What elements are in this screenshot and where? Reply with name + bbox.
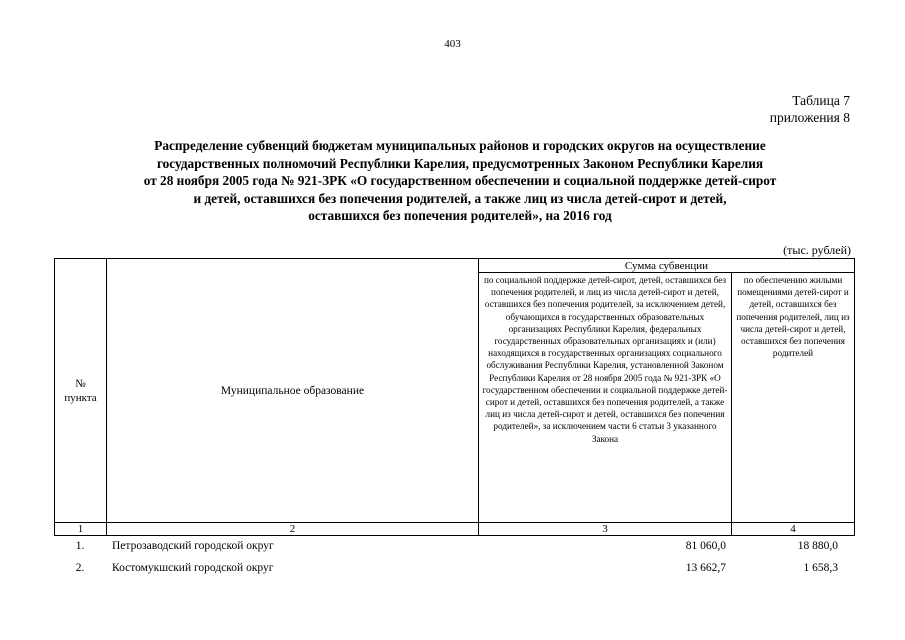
page-number: 403 xyxy=(444,38,461,50)
table-reference-line1: Таблица 7 xyxy=(792,93,850,108)
column-index: 3 xyxy=(479,523,732,536)
document-title xyxy=(100,137,820,225)
title-line: государственных полномочий Республики Карелия, предусмотренных Законом Республики Карелия xyxy=(156,155,764,171)
header-social-support: по социальной поддержке детей-сирот, детей, оставшихся без попечения родителей, и лиц из числа детей-сирот и детей, оставшихся без попечения родителей, за исключением детей, обучающихся в государственных образовательных организациях Республики Карелия, федеральных государственных образовательных организациях и (или) находящихся в государственных организациях социального обслуживания Республики Карелия, установленной Законом Республики Карелия от 28 ноября 2005 года № 921-ЗРК «О государственном обеспечении и социальной поддержке детей-сирот и детей, оставшихся без попечения родителей, а также лиц из числа детей-сирот и детей, оставшихся без попечения родителей», за исключением части 6 статьи 3 указанного Закона xyxy=(479,273,732,523)
table-body xyxy=(54,540,854,584)
municipality-name: Петрозаводский городской округ xyxy=(112,540,274,552)
row-number: 1. xyxy=(75,540,85,552)
header-item-number-line2: пункта xyxy=(64,391,97,404)
title-line: оставшихся без попечения родителей», на 2016 год xyxy=(308,208,612,223)
housing-amount: 18 880,0 xyxy=(797,540,838,552)
unit-note: (тыс. рублей) xyxy=(783,243,851,257)
table-reference xyxy=(770,92,850,126)
housing-amount: 1 658,3 xyxy=(803,562,838,574)
municipality-name: Костомукшский городской округ xyxy=(112,562,274,574)
row-number: 2. xyxy=(75,562,85,574)
header-subvention-sum: Сумма субвенции xyxy=(479,259,855,273)
title-line: и детей, оставшихся без попечения родителей, а также лиц из числа детей-сирот и детей, xyxy=(193,190,727,206)
title-line: от 28 ноября 2005 года № 921-ЗРК «О государственном обеспечении и социальной поддержке детей-сирот xyxy=(143,173,777,188)
table-row xyxy=(54,540,854,562)
table-row xyxy=(54,562,854,584)
social-support-amount: 81 060,0 xyxy=(685,540,726,552)
header-item-number-line1: № xyxy=(75,377,86,390)
column-index: 4 xyxy=(732,523,855,536)
header-municipality: Муниципальное образование xyxy=(107,259,479,523)
header-housing: по обеспечению жилыми помещениями детей-сирот и детей, оставшихся без попечения родителей, лиц из числа детей-сирот и детей, оставшихся без попечения родителей xyxy=(732,273,855,523)
column-index: 1 xyxy=(55,523,107,536)
title-line: Распределение субвенций бюджетам муниципальных районов и городских округов на осуществление xyxy=(154,138,766,153)
header-item-number xyxy=(55,259,107,523)
table-reference-line2: приложения 8 xyxy=(769,110,850,125)
subvention-table xyxy=(54,258,855,536)
social-support-amount: 13 662,7 xyxy=(685,562,726,574)
column-index: 2 xyxy=(107,523,479,536)
